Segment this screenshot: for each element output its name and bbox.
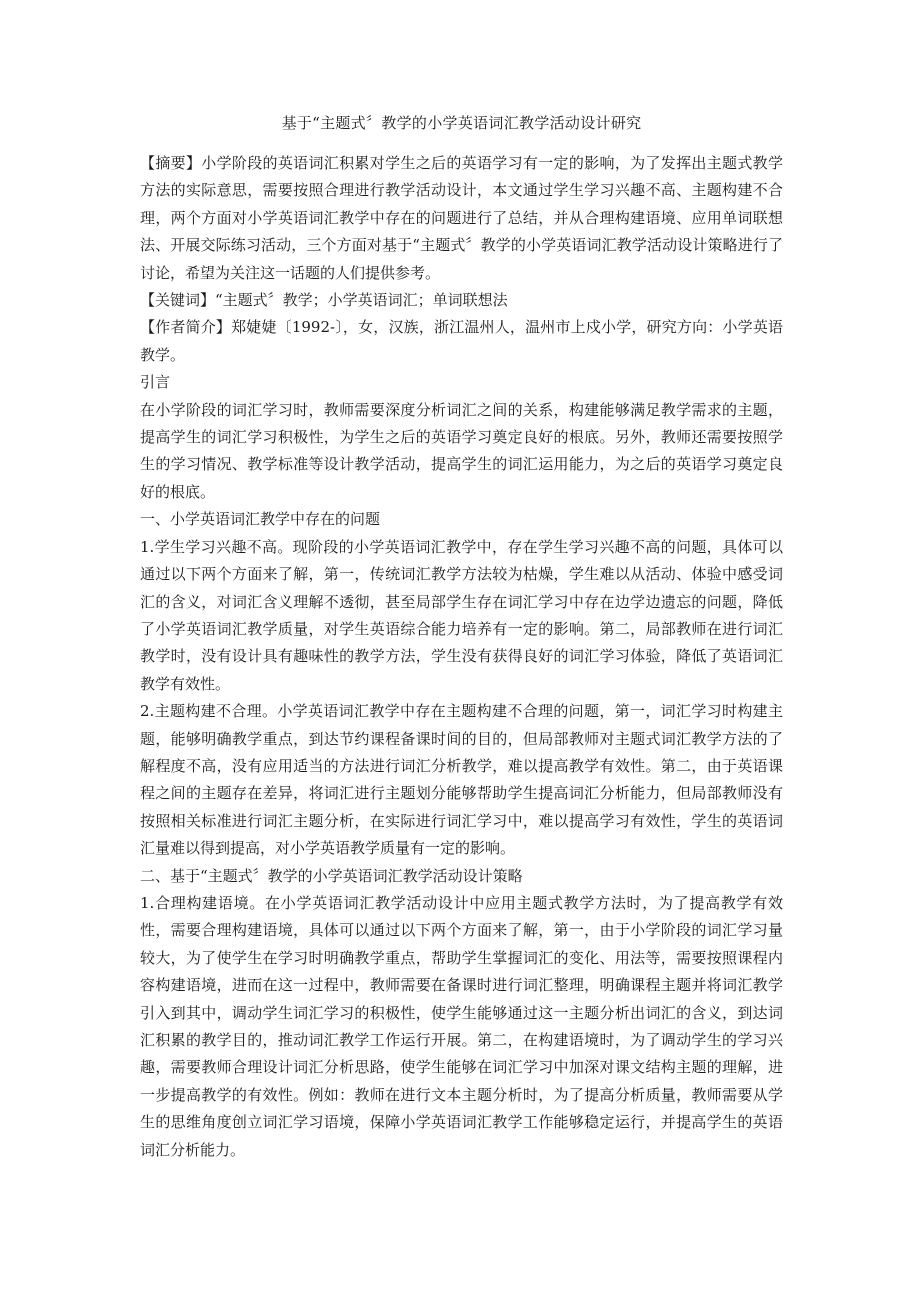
document-page <box>140 112 783 1164</box>
section-heading-introduction: 引言 <box>140 373 171 392</box>
problem-2-paragraph: 2.主题构建不合理。小学英语词汇教学中存在主题构建不合理的问题，第一，词汇学习时构建主题，能够明确教学重点，到达节约课程备课时间的目的，但局部教师对主题式词汇教学方法的了解程度不高，没有应用适当的方法进行词汇分析教学，难以提高教学有效性。第二，由于英语课程之间的主题存在差异，将词汇进行主题划分能够帮助学生提高词汇分析能力，但局部教师没有按照相关标准进行词汇主题分析，在实际进行词汇学习中，难以提高学习有效性，学生的英语词汇量难以得到提高，对小学英语教学质量有一定的影响。 <box>140 702 783 858</box>
problem-1-paragraph: 1.学生学习兴趣不高。现阶段的小学英语词汇教学中，存在学生学习兴趣不高的问题，具体可以通过以下两个方面来了解，第一，传统词汇教学方法较为枯燥，学生难以从活动、体验中感受词汇的含义，对词汇含义理解不透彻，甚至局部学生存在词汇学习中存在边学边遗忘的问题，降低了小学英语词汇教学质量，对学生英语综合能力培养有一定的影响。第二，局部教师在进行词汇教学时，没有设计具有趣味性的教学方法，学生没有获得良好的词汇学习体验，降低了英语词汇教学有效性。 <box>140 537 783 693</box>
document-title: 基于“主题式〞教学的小学英语词汇教学活动设计研究 <box>281 114 642 132</box>
section-heading-problems: 一、小学英语词汇教学中存在的问题 <box>140 510 381 529</box>
strategy-1-paragraph: 1.合理构建语境。在小学英语词汇教学活动设计中应用主题式教学方法时，为了提高教学有效性，需要合理构建语境，具体可以通过以下两个方面来了解，第一，由于小学阶段的词汇学习量较大，为了使学生在学习时明确教学重点，帮助学生掌握词汇的变化、用法等，需要按照课程内容构建语境，进而在这一过程中，教师需要在备课时进行词汇整理，明确课程主题并将词汇教学引入到其中，调动学生词汇学习的积极性，使学生能够通过这一主题分析出词汇的含义，到达词汇积累的教学目的，推动词汇教学工作运行开展。第二，在构建语境时，为了调动学生的学习兴趣，需要教师合理设计词汇分析思路，使学生能够在词汇学习中加深对课文结构主题的理解，进一步提高教学的有效性。例如：教师在进行文本主题分析时，为了提高分析质量，教师需要从学生的思维角度创立词汇学习语境，保障小学英语词汇教学工作能够稳定运行，并提高学生的英语词汇分析能力。 <box>140 893 783 1159</box>
abstract-paragraph: 【摘要】小学阶段的英语词汇积累对学生之后的英语学习有一定的影响，为了发挥出主题式教学方法的实际意思，需要按照合理进行教学活动设计，本文通过学生学习兴趣不高、主题构建不合理，两个方面对小学英语词汇教学中存在的问题进行了总结，并从合理构建语境、应用单词联想法、开展交际练习活动，三个方面对基于“主题式〞教学的小学英语词汇教学活动设计策略进行了讨论，希望为关注这一话题的人们提供参考。 <box>140 154 783 282</box>
keywords-paragraph: 【关键词】“主题式〞教学；小学英语词汇；单词联想法 <box>140 291 508 310</box>
author-bio-paragraph: 【作者简介】郑婕婕〔1992-〕，女，汉族，浙江温州人，温州市上戍小学，研究方向：小学英语教学。 <box>140 318 783 364</box>
introduction-paragraph: 在小学阶段的词汇学习时，教师需要深度分析词汇之间的关系，构建能够满足教学需求的主题，提高学生的词汇学习积极性，为学生之后的英语学习奠定良好的根底。另外，教师还需要按照学生的学习情况、教学标准等设计教学活动，提高学生的词汇运用能力，为之后的英语学习奠定良好的根底。 <box>140 400 783 501</box>
section-heading-strategies: 二、基于“主题式〞教学的小学英语词汇教学活动设计策略 <box>140 866 523 885</box>
